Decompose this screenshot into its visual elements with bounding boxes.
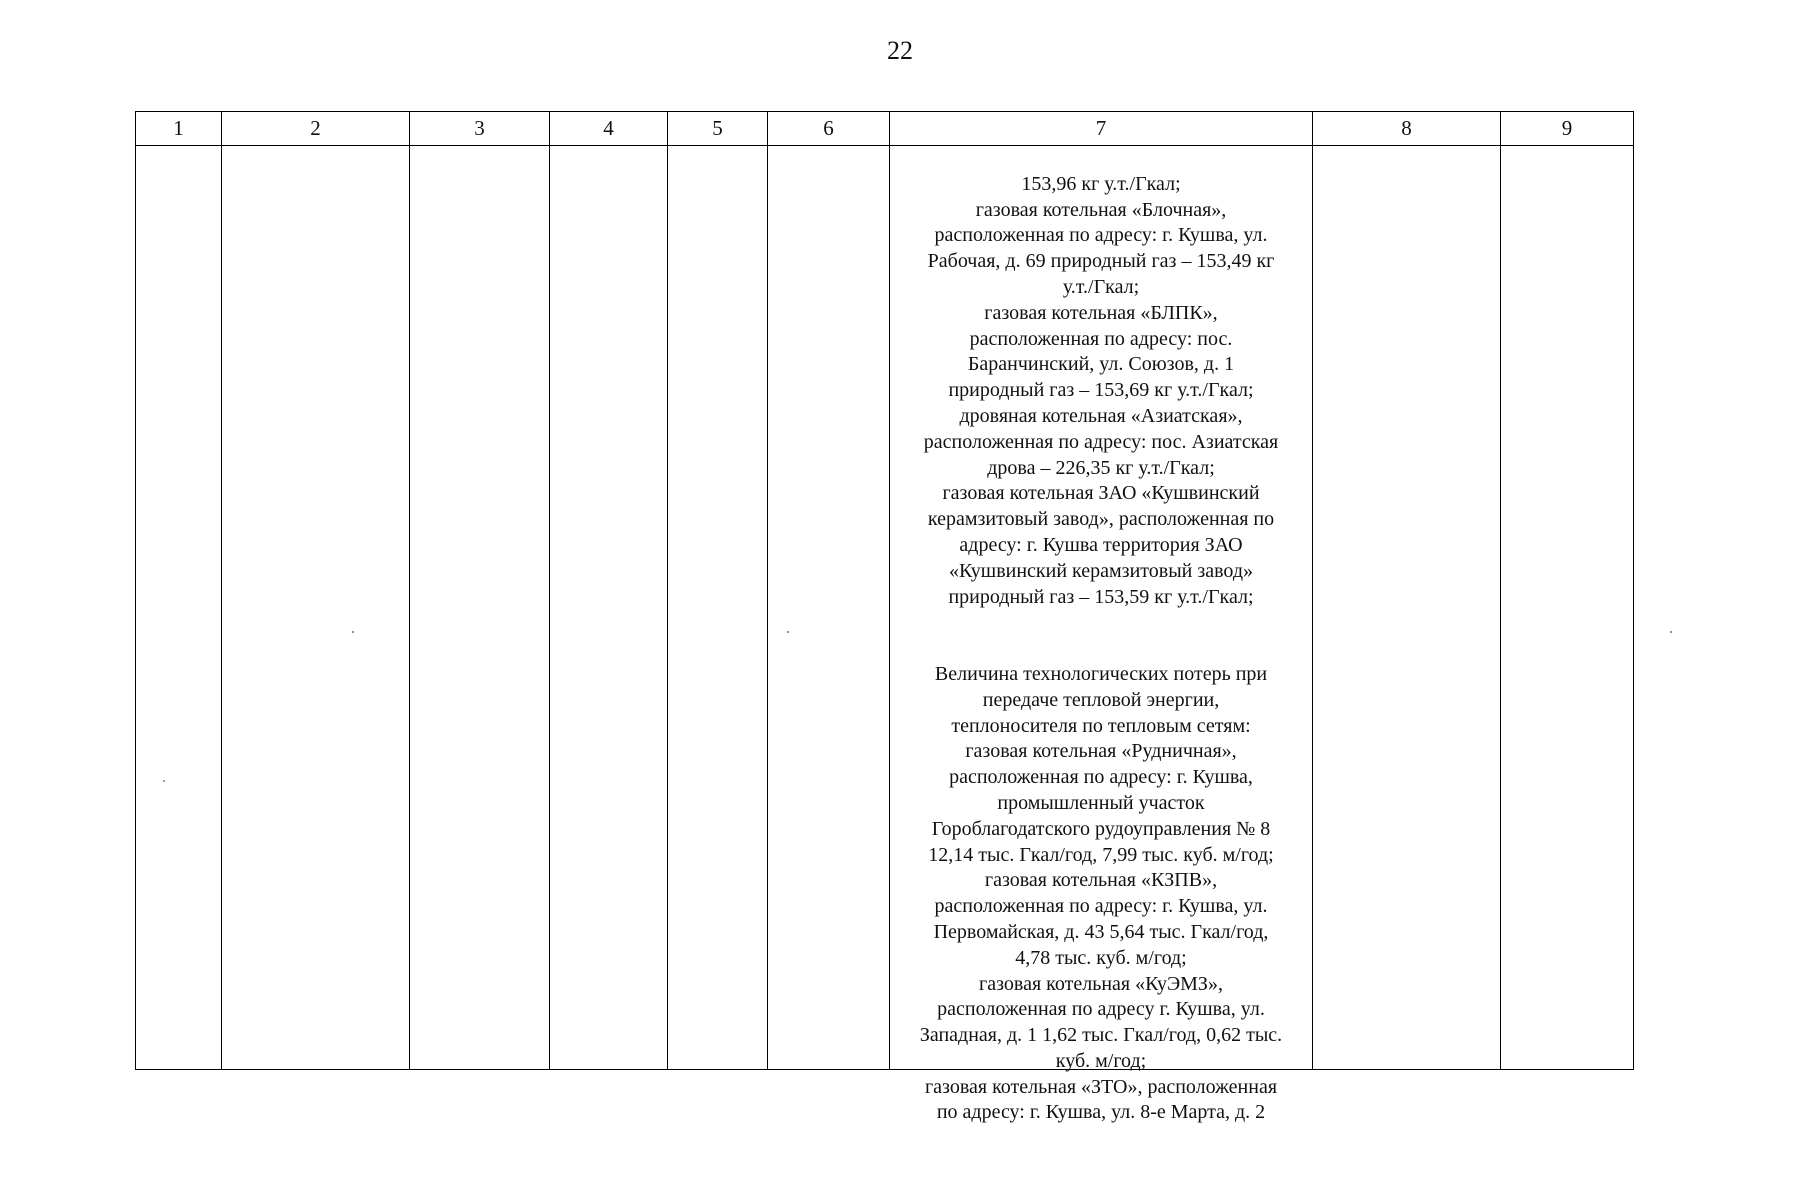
column-header-5: 5 [668, 112, 768, 146]
scan-speck [163, 780, 165, 782]
cell-col-3 [410, 146, 550, 1070]
header-row [136, 112, 1634, 146]
cell-col-7 [890, 146, 1313, 1124]
cell-col-5 [668, 146, 768, 1070]
cell-col-1 [136, 146, 222, 1070]
column-header-2: 2 [222, 112, 410, 146]
table-row [136, 146, 1634, 1070]
cell-col-6 [768, 146, 890, 1070]
data-table [135, 111, 1634, 1124]
column-header-9: 9 [1501, 112, 1634, 146]
column-header-1: 1 [136, 112, 222, 146]
column-header-8: 8 [1313, 112, 1501, 146]
cell-col-8 [1313, 146, 1501, 1070]
column-header-6: 6 [768, 112, 890, 146]
fuel-consumption-text: 153,96 кг у.т./Гкал; газовая котельная «Блочная», расположенная по адресу: г. Кушва, ул. Рабочая, д. 69 природный газ – 153,49 кг у.т./Гкал; газовая котельная «БЛПК», расположенная по адресу: пос. Баранчинский, ул. Союзов, д. 1 природный газ – 153,69 кг у.т./Гкал; дровяная котельная «Азиатская», расположенная по адресу: пос. Азиатская дрова – 226,35 кг у.т./Гкал; газовая котельная ЗАО «Кушвинский керамзитовый завод», расположенная по адресу: г. Кушва территория ЗАО «Кушвинский керамзитовый завод» природный газ – 153,59 кг у.т./Гкал; [923, 172, 1279, 608]
column-header-3: 3 [410, 112, 550, 146]
page-number: 22 [887, 36, 913, 65]
column-header-4: 4 [550, 112, 668, 146]
cell-col-4 [550, 146, 668, 1070]
scan-speck [1670, 631, 1672, 633]
column-header-7: 7 [890, 112, 1313, 146]
cell-col-9 [1501, 146, 1634, 1070]
cell-col-7-content [890, 146, 1312, 1124]
cell-col-2 [222, 146, 410, 1070]
heat-loss-text: Величина технологических потерь при передаче тепловой энергии, теплоносителя по тепловым сетям: газовая котельная «Рудничная», расположенная по адресу: г. Кушва, промышленный участок Гороблагодатского рудоуправления № 8 12,14 тыс. Гкал/год, 7,99 тыс. куб. м/год; газовая котельная «КЗПВ», расположенная по адресу: г. Кушва, ул. Первомайская, д. 43 5,64 тыс. Гкал/год, 4,78 тыс. куб. м/год; газовая котельная «КуЭМЗ», расположенная по адресу г. Кушва, ул. Западная, д. 1 1,62 тыс. Гкал/год, 0,62 тыс. куб. м/год; газовая котельная «ЗТО», расположенная по адресу: г. Кушва, ул. 8-е Марта, д. 2 [919, 662, 1283, 1124]
scan-speck [787, 631, 789, 633]
scan-speck [352, 631, 354, 633]
